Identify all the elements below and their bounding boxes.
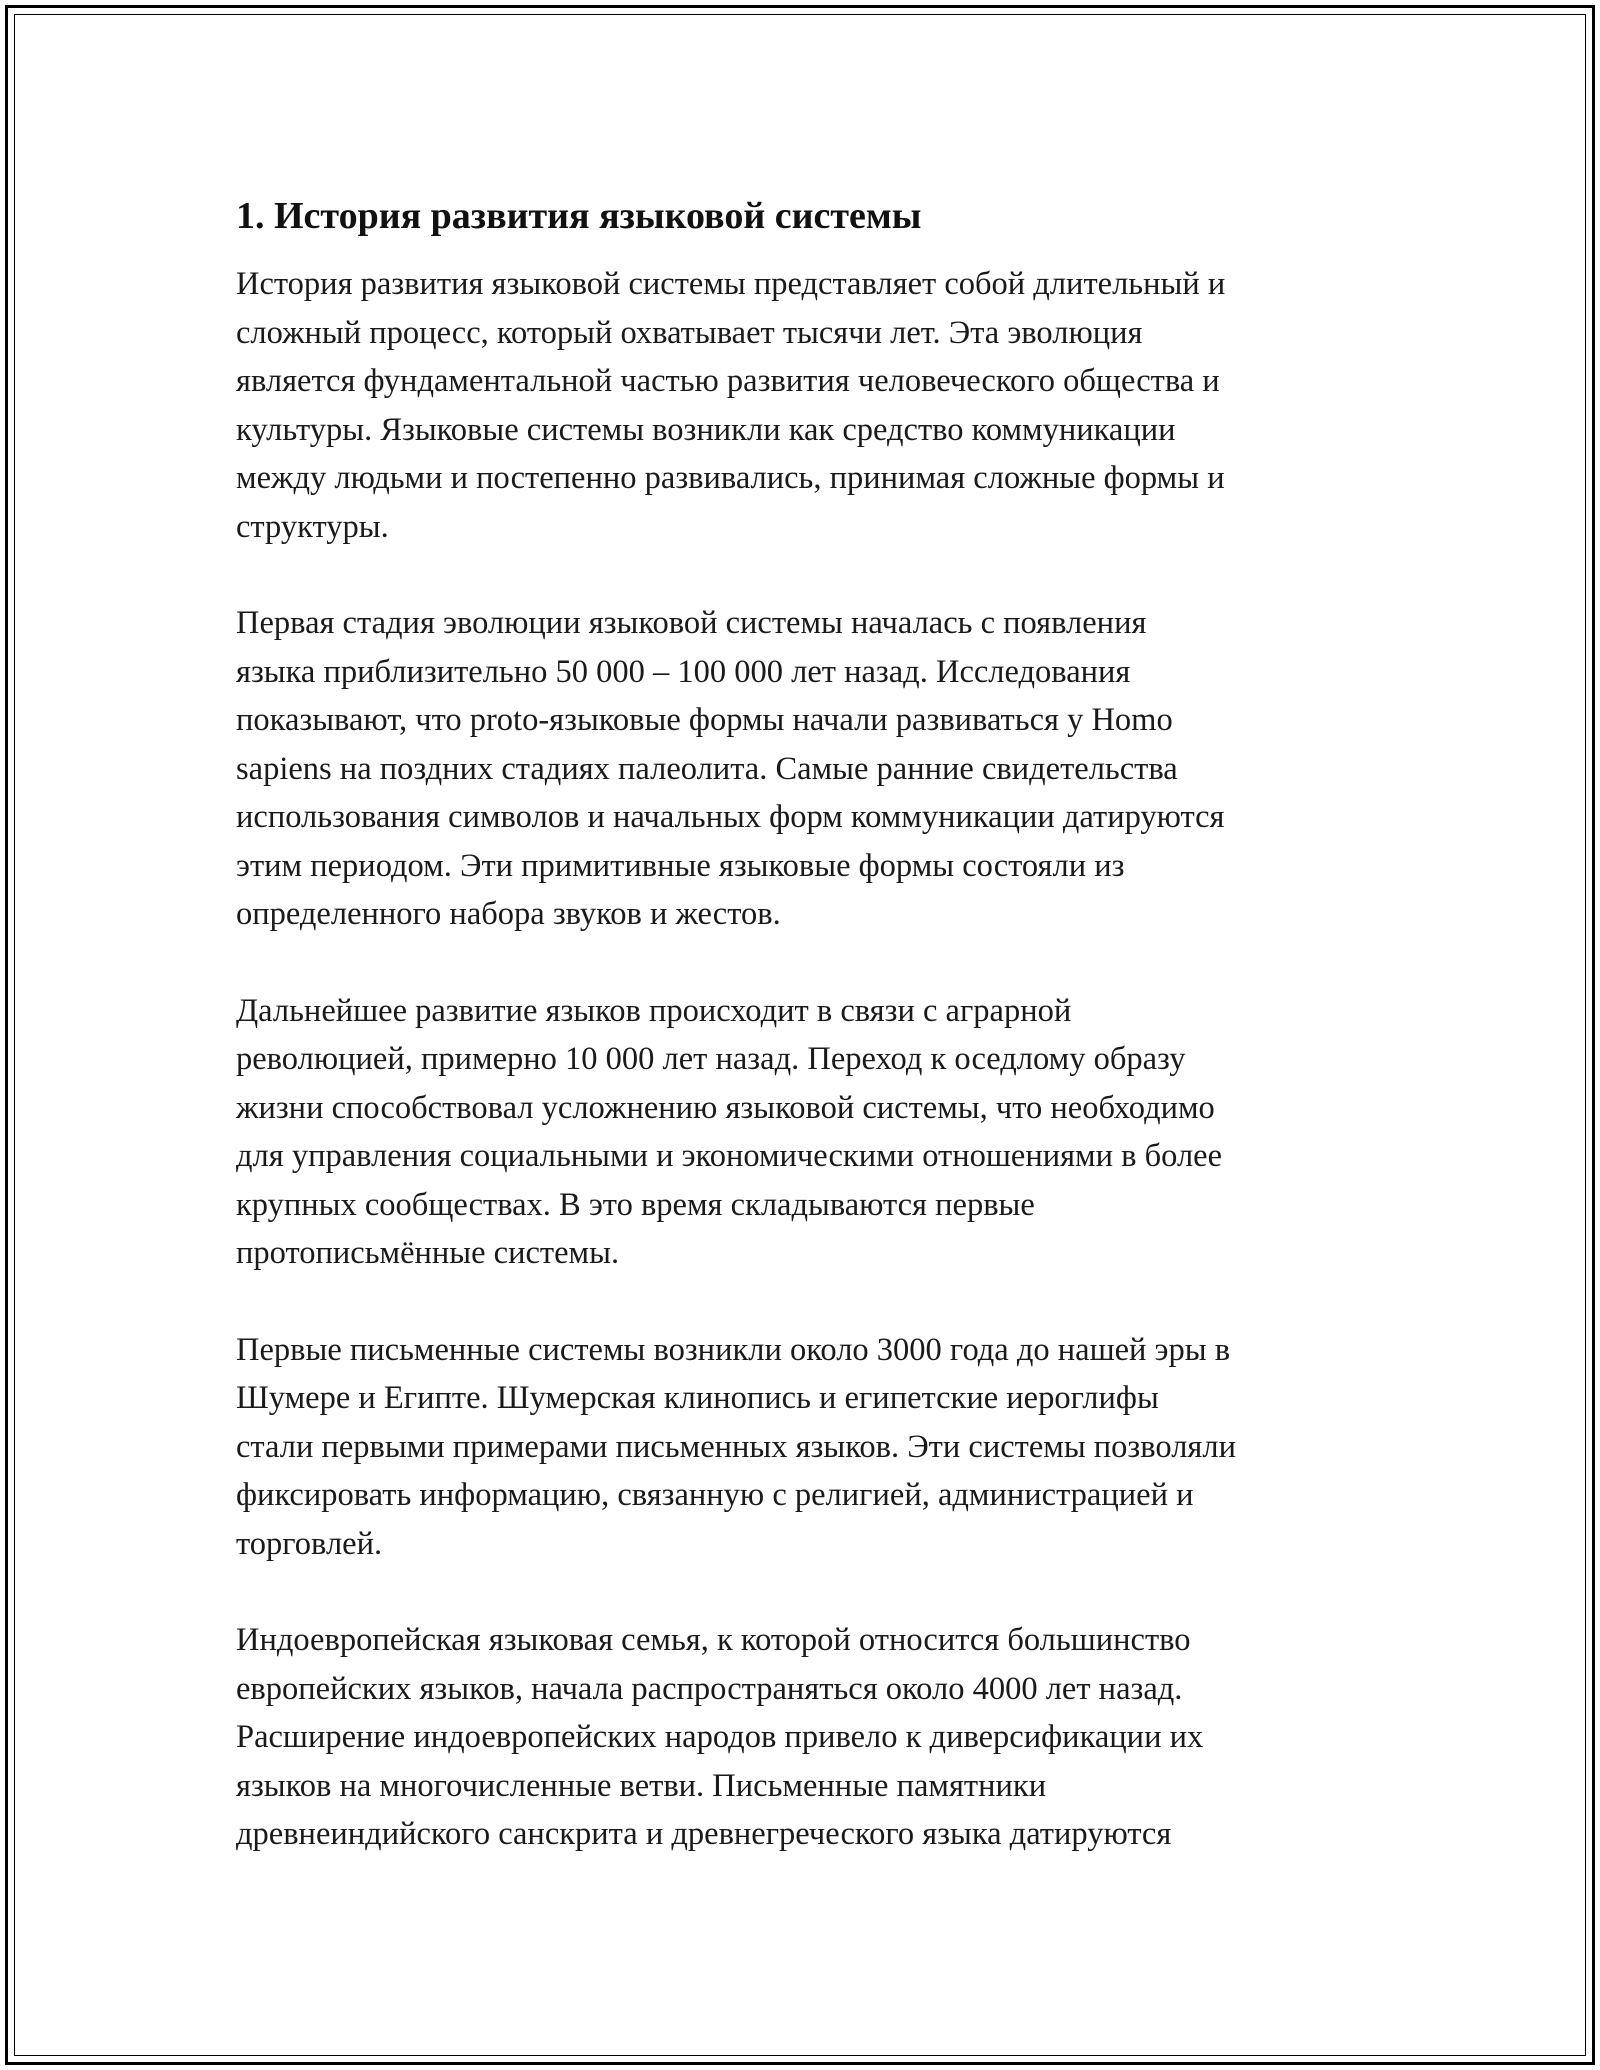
paragraph-1: История развития языковой системы представляет собой длительный и сложный процесс, который охватывает тысячи лет. Эта эволюция является фундаментальной частью развития человеческого общества и культуры. Языковые системы возникли как средство коммуникации между людьми и постепенно развивались, принимая сложные формы и структуры. — [236, 266, 1226, 545]
paragraph-5: Индоевропейская языковая семья, к которой относится большинство европейских языков, начала распространяться около 4000 лет назад. Расширение индоевропейских народов привело к диверсификации их языков на многочисленные ветви. Письменные памятники древнеиндийского санскрита и древнегреческого языка датируются — [236, 1622, 1204, 1852]
paragraph-3: Дальнейшее развитие языков происходит в связи с аграрной революцией, примерно 10 000 лет назад. Переход к оседлому образу жизни способствовал усложнению языковой системы, что необходимо для управления социальными и экономическими отношениями в более крупных сообществах. В это время складываются первые протописьмённые системы. — [236, 992, 1223, 1271]
document-body — [236, 192, 1416, 1907]
paragraph-4: Первые письменные системы возникли около 3000 года до нашей эры в Шумере и Египте. Шумерская клинопись и египетские иероглифы стали первыми примерами письменных языков. Эти системы позволяли фиксировать информацию, связанную с религией, администрацией и торговлей. — [236, 1331, 1236, 1562]
paragraph-2: Первая стадия эволюции языковой системы началась с появления языка приблизительно 50 000 – 100 000 лет назад. Исследования показывают, что proto-языковые формы начали развиваться у Homo sapiens на поздних стадиях палеолита. Самые ранние свидетельства использования символов и начальных форм коммуникации датируются этим периодом. Эти примитивные языковые формы состояли из определенного набора звуков и жестов. — [236, 605, 1225, 932]
section-heading: 1. История развития языковой системы — [236, 195, 922, 237]
